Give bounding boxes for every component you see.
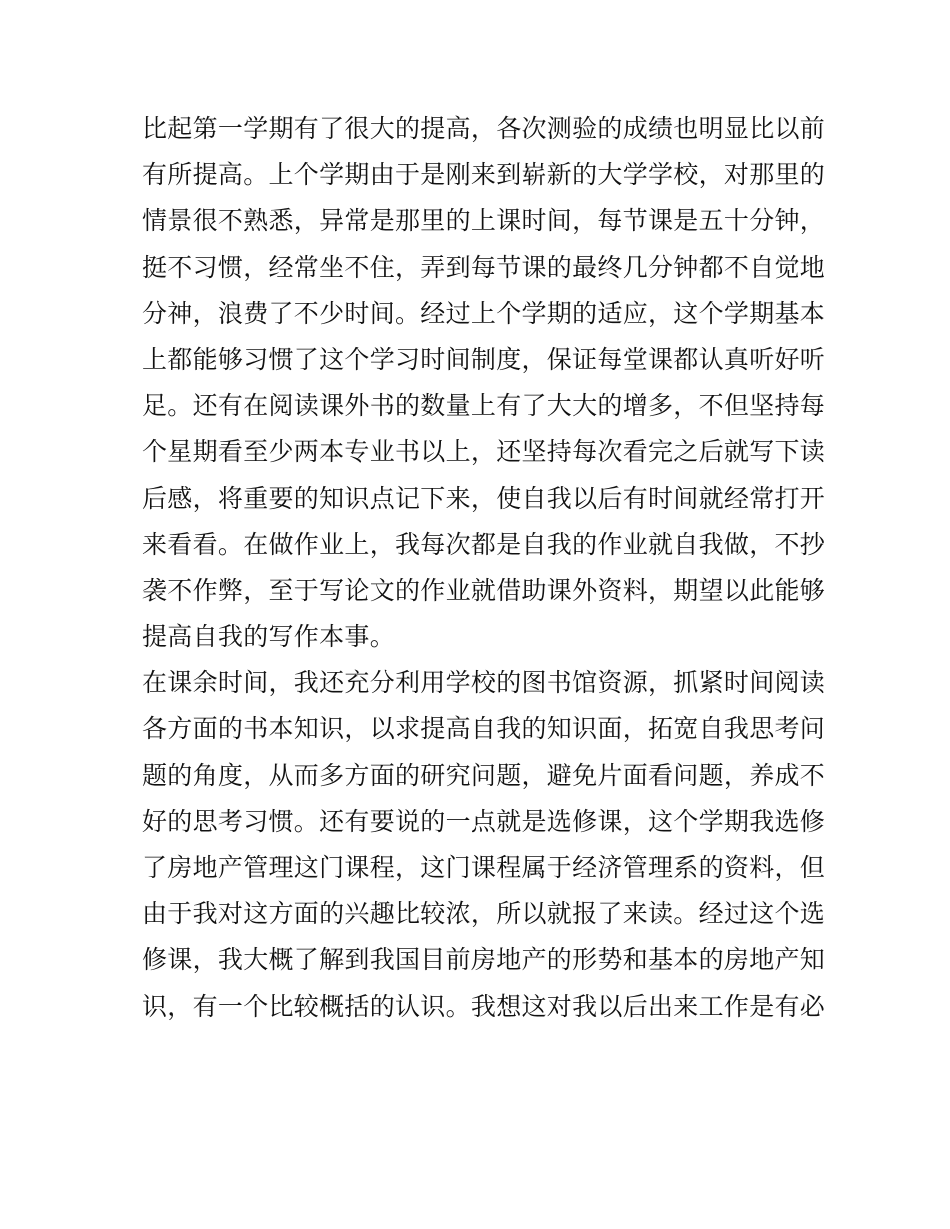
text-line: 了房地产管理这门课程，这门课程属于经济管理系的资料，但 <box>142 853 826 882</box>
text-line: 提高自我的写作本事。 <box>142 622 396 652</box>
text-line: 好的思考习惯。还有要说的一点就是选修课，这个学期我选修 <box>142 806 826 836</box>
text-line: 袭不作弊，至于写论文的作业就借助课外资料，期望以此能够 <box>142 575 826 605</box>
text-line: 足。还有在阅读课外书的数量上有了大大的增多，不但坚持每 <box>142 391 826 421</box>
text-line: 各方面的书本知识，以求提高自我的知识面，拓宽自我思考问 <box>142 714 826 744</box>
text-line: 题的角度，从而多方面的研究问题，避免片面看问题，养成不 <box>142 760 826 790</box>
text-line: 修课，我大概了解到我国目前房地产的形势和基本的房地产知 <box>142 945 826 975</box>
text-line: 来看看。在做作业上，我每次都是自我的作业就自我做，不抄 <box>142 529 826 559</box>
text-line: 后感，将重要的知识点记下来，使自我以后有时间就经常打开 <box>142 483 826 513</box>
text-line: 在课余时间，我还充分利用学校的图书馆资源，抓紧时间阅读 <box>142 668 826 698</box>
text-line: 有所提高。上个学期由于是刚来到崭新的大学学校，对那里的 <box>142 160 826 190</box>
text-line: 个星期看至少两本专业书以上，还坚持每次看完之后就写下读 <box>142 437 826 467</box>
text-line: 由于我对这方面的兴趣比较浓，所以就报了来读。经过这个选 <box>142 899 826 929</box>
body-text <box>142 106 826 1030</box>
text-line: 分神，浪费了不少时间。经过上个学期的适应，这个学期基本 <box>142 298 826 328</box>
text-line: 识，有一个比较概括的认识。我想这对我以后出来工作是有必 <box>142 991 826 1021</box>
text-line: 上都能够习惯了这个学习时间制度，保证每堂课都认真听好听 <box>142 344 826 374</box>
text-line: 情景很不熟悉，异常是那里的上课时间，每节课是五十分钟， <box>142 206 826 236</box>
text-line: 比起第一学期有了很大的提高，各次测验的成绩也明显比以前 <box>142 114 826 143</box>
text-line: 挺不习惯，经常坐不住，弄到每节课的最终几分钟都不自觉地 <box>142 252 826 282</box>
